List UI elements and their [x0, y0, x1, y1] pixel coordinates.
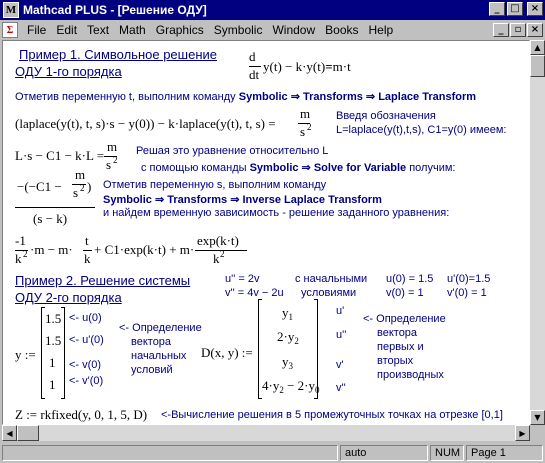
ex1-title: Пример 1. Символьное решение: [19, 47, 217, 62]
solve-text1: Решая это уравнение относительно L: [136, 145, 329, 157]
d-desc-4: вторых: [377, 355, 414, 367]
doc-close-button[interactable]: ×: [527, 23, 543, 37]
system-eq1: u'' = 2v: [225, 273, 260, 285]
solve-text2: с помощью команды Symbolic ⇒ Solve for Variable получим:: [141, 162, 456, 174]
mathcad-app-icon[interactable]: M: [3, 2, 19, 18]
system-eq2: v'' = 4v − 2u: [225, 287, 284, 299]
ex1-subtitle: ОДУ 1-го порядка: [15, 64, 122, 79]
y-value-4: 1: [49, 377, 56, 392]
inv-text1: Отметив переменную s, выполним команду: [103, 179, 327, 191]
vertical-scroll-thumb[interactable]: [530, 55, 545, 77]
y-value-2: 1.5: [45, 333, 62, 348]
menu-edit[interactable]: Edit: [56, 23, 78, 37]
menu-symbolic[interactable]: Symbolic: [213, 23, 263, 37]
d-label-1: u': [336, 305, 345, 317]
vertical-scrollbar[interactable]: [530, 40, 545, 425]
menu-help[interactable]: Help: [368, 23, 394, 37]
status-calc-mode: auto: [340, 445, 428, 461]
ic-dv0: v'(0) = 1: [447, 287, 487, 299]
inv-text2: Symbolic ⇒ Transforms ⇒ Inverse Laplace Transform: [103, 194, 382, 206]
y-note-1: <- u(0): [69, 312, 102, 324]
menu-bar: [0, 20, 545, 40]
menu-file[interactable]: File: [27, 23, 47, 37]
title-bar: [0, 0, 545, 20]
ic-u0: u(0) = 1.5: [386, 273, 434, 285]
status-message: [2, 445, 338, 461]
worksheet[interactable]: Пример 1. Символьное решение ОДУ 1-го порядка d dt y(t) − k·y(t)=m·t Отметив переменную t, выполним команду Symbolic ⇒ Transforms ⇒ Laplace Transform (laplace(y(t), t, s)·s − y(0)) − k·laplace(y(t), t, s) = m s 2 Введя обозначения L=laplace(y(t),t,s), C1=y(0) имеем: L·s − C1 − k·L = m s 2 Решая это уравнение относительно L с помощью команды Symbolic ⇒ Solve for Variable получим: −(−C1 − m s 2 ) (s − k) Отметив переменную s, выполним команду Symbolic ⇒ Transforms ⇒ Inverse Laplace Transform и найдем временную зависимость - решение заданного уравнения: -1 k 2 ·m − m· t k + C1·exp(k·t) + m· exp(k·t) k 2 Пример 2. Решение системы ОДУ 2-го порядка u'' = 2v v'' = 4v − 2u с начальными условиями u(0) = 1.5 u'(0)=1.5 v(0) = 1 v'(0) = 1 y := 1.5 1.5 1 1 <- u(0) <- u'(0) <- v(0) <- v'(0) <- Определение вектора начальных условий D(x, y) := $y_1$ $2\cdot y_2$ $y_3$ $4\cdot y_2 - 2\cdot y_0$ u' u'' v' v'' <- Определение вектора первых и вторых производных Z := rkfixed(y, 0, 1, 5, D) <-Вычисление решения в 5 промежуточных точках на отрезке [0,1]: [2, 40, 530, 425]
y-assign-label: y :=: [15, 347, 36, 362]
y-note-3: <- v(0): [69, 359, 102, 371]
ex2-title: Пример 2. Решение системы: [15, 273, 191, 288]
minimize-button[interactable]: _: [489, 2, 505, 16]
rkfixed-equation[interactable]: Z := rkfixed(y, 0, 1, 5, D): [15, 407, 148, 422]
d-desc-3: первых и: [377, 341, 424, 353]
instr-laplace: Отметив переменную t, выполним команду Symbolic ⇒ Transforms ⇒ Laplace Transform: [15, 91, 477, 103]
horizontal-scroll-thumb[interactable]: [17, 425, 39, 441]
menu-text[interactable]: Text: [87, 23, 110, 37]
y-desc-2: вектора: [131, 336, 172, 348]
scroll-right-arrow-icon[interactable]: ▶: [515, 425, 530, 441]
menu-graphics[interactable]: Graphics: [155, 23, 204, 37]
d-desc-2: вектора: [377, 327, 418, 339]
init-label2: условиями: [301, 287, 357, 299]
scroll-up-arrow-icon[interactable]: ▲: [530, 40, 545, 55]
y-value-1: 1.5: [45, 311, 62, 326]
l-solution[interactable]: −(−C1 − m s 2 ) (s − k): [15, 169, 95, 231]
note-notation1: Введя обозначения: [336, 110, 436, 122]
menu-books[interactable]: Books: [325, 23, 359, 37]
scroll-corner: [530, 425, 545, 441]
doc-restore-button[interactable]: ▫: [510, 23, 526, 37]
status-page: Page 1: [466, 445, 543, 461]
scroll-left-arrow-icon[interactable]: ◀: [2, 425, 17, 441]
menu-window[interactable]: Window: [272, 23, 316, 37]
y-note-4: <- v'(0): [69, 375, 104, 387]
horizontal-scrollbar[interactable]: [2, 425, 530, 441]
window-title: Mathcad PLUS - [Решение ОДУ]: [23, 3, 207, 17]
d-desc-5: производных: [377, 369, 444, 381]
init-label1: с начальными: [295, 273, 368, 285]
d-vector[interactable]: $y_1$ $2\cdot y_2$ $y_3$ $4\cdot y_2 - 2\cdot y_0$: [258, 299, 318, 399]
d-assign-label: D(x, y) :=: [201, 345, 253, 360]
document-icon[interactable]: Σ: [2, 22, 18, 38]
d-label-2: u'': [336, 329, 347, 341]
status-num-lock: NUM: [430, 445, 464, 461]
y-note-2: <- u'(0): [69, 334, 104, 346]
d-desc-1: <- Определение: [363, 313, 446, 325]
ic-du0: u'(0)=1.5: [447, 273, 491, 285]
maximize-button[interactable]: □: [507, 2, 523, 16]
d-label-3: v': [336, 359, 344, 371]
note-notation2: L=laplace(y(t),t,s), C1=y(0) имеем:: [336, 124, 507, 136]
inv-text3: и найдем временную зависимость - решение заданного уравнения:: [103, 207, 450, 219]
y-desc-1: <- Определение: [119, 322, 202, 334]
y-vector[interactable]: [41, 307, 65, 399]
close-button[interactable]: ×: [527, 2, 543, 16]
y-desc-4: условий: [131, 364, 173, 376]
y-desc-3: начальных: [131, 350, 187, 362]
d-label-4: v'': [336, 382, 346, 394]
rkfixed-note: <-Вычисление решения в 5 промежуточных точках на отрезке [0,1]: [161, 409, 503, 421]
scroll-down-arrow-icon[interactable]: ▼: [530, 410, 545, 425]
ode1-solution[interactable]: -1 k 2 ·m − m· t k + C1·exp(k·t) + m· exp(k·t) k 2: [15, 233, 255, 273]
ic-v0: v(0) = 1: [386, 287, 424, 299]
menu-math[interactable]: Math: [119, 23, 146, 37]
y-value-3: 1: [49, 355, 56, 370]
doc-minimize-button[interactable]: _: [493, 23, 509, 37]
ex2-subtitle: ОДУ 2-го порядка: [15, 290, 122, 305]
status-bar: [0, 443, 545, 463]
